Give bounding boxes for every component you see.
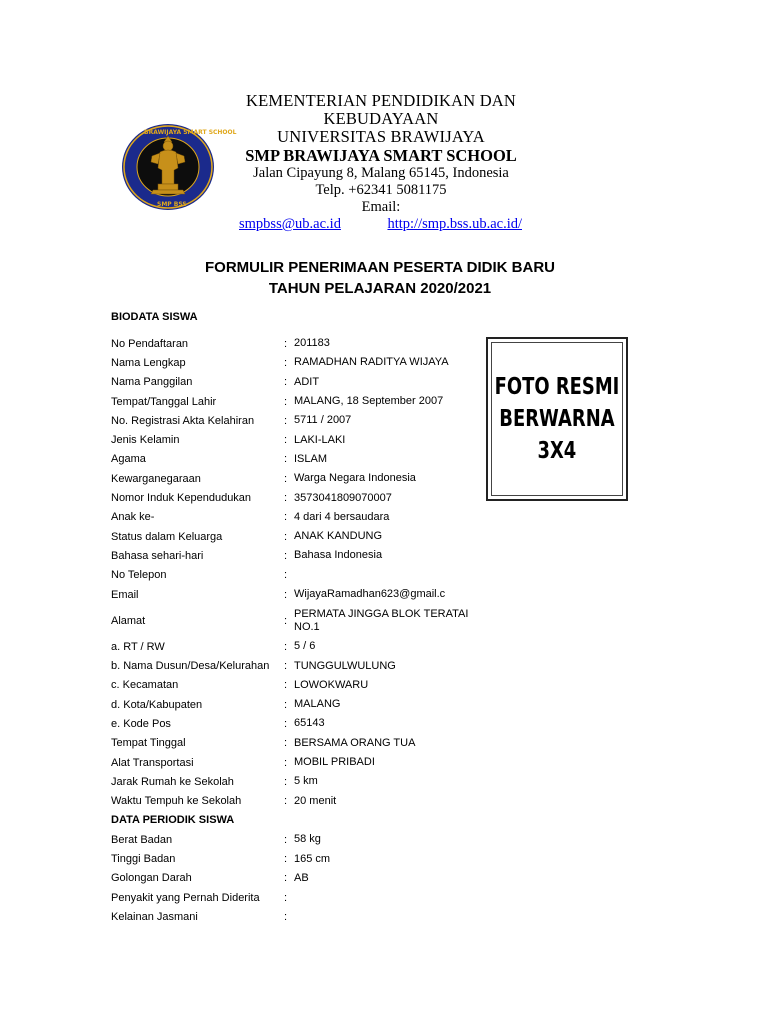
row-separator: : bbox=[284, 588, 288, 601]
row-value: ANAK KANDUNG bbox=[294, 530, 383, 543]
row-label: d. Kota/Kabupaten bbox=[111, 698, 203, 711]
row-label: Email bbox=[111, 588, 139, 601]
biodata-table bbox=[111, 334, 491, 927]
row-label: Kewarganegaraan bbox=[111, 472, 201, 485]
ministry-line-2: KEBUDAYAAN bbox=[323, 109, 439, 128]
table-row bbox=[111, 527, 491, 546]
row-separator: : bbox=[284, 775, 288, 788]
table-row bbox=[111, 604, 491, 637]
row-separator: : bbox=[284, 337, 288, 350]
photo-placeholder-inner bbox=[491, 342, 623, 496]
row-label: Jarak Rumah ke Sekolah bbox=[111, 775, 234, 788]
ministry-line-1: KEMENTERIAN PENDIDIKAN DAN bbox=[245, 91, 517, 110]
section-heading-biodata: BIODATA SISWA bbox=[111, 311, 198, 323]
row-value: RAMADHAN RADITYA WIJAYA bbox=[294, 356, 449, 369]
row-separator: : bbox=[284, 833, 288, 846]
row-value: ADIT bbox=[294, 375, 320, 388]
row-label: No Pendaftaran bbox=[111, 337, 189, 350]
row-value: 65143 bbox=[294, 717, 325, 730]
row-separator: : bbox=[284, 698, 288, 711]
photo-placeholder bbox=[486, 337, 628, 501]
table-row bbox=[111, 430, 491, 449]
row-value: TUNGGULWULUNG bbox=[294, 659, 396, 672]
email-link[interactable]: smpbss@ub.ac.id bbox=[239, 216, 341, 232]
table-row bbox=[111, 546, 491, 565]
row-separator: : bbox=[284, 356, 288, 369]
row-value: MALANG bbox=[294, 698, 341, 711]
section-heading-periodik bbox=[111, 811, 491, 830]
row-value: AB bbox=[294, 871, 309, 884]
school-emblem-icon bbox=[120, 122, 237, 212]
row-label: b. Nama Dusun/Desa/Kelurahan bbox=[111, 660, 270, 673]
table-row bbox=[111, 411, 491, 430]
table-row bbox=[111, 334, 491, 353]
website-link[interactable]: http://smp.bss.ub.ac.id/ bbox=[387, 216, 522, 232]
row-label: Alamat bbox=[111, 614, 146, 627]
form-title bbox=[110, 257, 650, 299]
row-value: 5 / 6 bbox=[294, 640, 316, 653]
school-phone: Telp. +62341 5081175 bbox=[315, 182, 447, 198]
table-row bbox=[111, 695, 491, 714]
row-value: PERMATA JINGGA BLOK TERATAI NO.1 bbox=[294, 607, 469, 633]
table-row bbox=[111, 508, 491, 527]
table-row bbox=[111, 869, 491, 888]
row-label: Tinggi Badan bbox=[111, 853, 176, 866]
row-label: Agama bbox=[111, 453, 146, 466]
row-label: Waktu Tempuh ke Sekolah bbox=[111, 795, 242, 808]
row-value: 58 kg bbox=[294, 833, 321, 846]
row-value: ISLAM bbox=[294, 452, 328, 465]
table-row bbox=[111, 907, 491, 926]
row-label: Nama Lengkap bbox=[111, 356, 186, 369]
row-label: Nama Panggilan bbox=[111, 376, 193, 389]
table-row bbox=[111, 772, 491, 791]
row-value: WijayaRamadhan623@gmail.c bbox=[294, 588, 446, 600]
row-value: 201183 bbox=[294, 337, 330, 350]
row-label: e. Kode Pos bbox=[111, 717, 171, 730]
row-separator: : bbox=[284, 530, 288, 543]
row-label: Bahasa sehari-hari bbox=[111, 549, 204, 562]
university-name: UNIVERSITAS BRAWIJAYA bbox=[277, 127, 485, 146]
row-value: LOWOKWARU bbox=[294, 678, 369, 691]
table-row bbox=[111, 637, 491, 656]
row-value: BERSAMA ORANG TUA bbox=[294, 736, 416, 749]
svg-text:SMP BSS: SMP BSS bbox=[157, 201, 187, 208]
table-row bbox=[111, 734, 491, 753]
row-value: 5711 / 2007 bbox=[294, 414, 352, 427]
row-separator: : bbox=[284, 395, 288, 408]
row-label: Berat Badan bbox=[111, 833, 173, 846]
email-label: Email: bbox=[361, 199, 401, 215]
school-name: SMP BRAWIJAYA SMART SCHOOL bbox=[245, 146, 517, 165]
row-value: 4 dari 4 bersaudara bbox=[294, 510, 390, 523]
row-value: 5 km bbox=[294, 775, 318, 788]
letterhead bbox=[226, 92, 536, 233]
row-separator: : bbox=[284, 756, 288, 769]
row-label: Tempat/Tanggal Lahir bbox=[111, 395, 217, 408]
row-separator: : bbox=[284, 472, 288, 485]
row-value: Bahasa Indonesia bbox=[294, 549, 383, 562]
table-row bbox=[111, 830, 491, 849]
table-row bbox=[111, 849, 491, 868]
row-separator: : bbox=[284, 492, 288, 505]
row-separator: : bbox=[284, 891, 288, 904]
row-separator: : bbox=[284, 453, 288, 466]
table-row bbox=[111, 714, 491, 733]
row-value: 165 cm bbox=[294, 852, 331, 865]
row-label: Status dalam Keluarga bbox=[111, 530, 223, 543]
row-separator: : bbox=[284, 910, 288, 923]
table-row bbox=[111, 585, 491, 604]
row-separator: : bbox=[284, 376, 288, 389]
row-separator: : bbox=[284, 717, 288, 730]
svg-text:BRAWIJAYA SMART SCHOOL: BRAWIJAYA SMART SCHOOL bbox=[144, 129, 237, 136]
row-label: Nomor Induk Kependudukan bbox=[111, 492, 252, 505]
table-row bbox=[111, 469, 491, 488]
table-row bbox=[111, 676, 491, 695]
table-row bbox=[111, 656, 491, 675]
school-address: Jalan Cipayung 8, Malang 65145, Indonesia bbox=[253, 165, 509, 181]
table-row bbox=[111, 373, 491, 392]
form-title-line-1: FORMULIR PENERIMAAN PESERTA DIDIK BARU bbox=[204, 259, 555, 276]
row-label: DATA PERIODIK SISWA bbox=[111, 814, 235, 827]
table-row bbox=[111, 792, 491, 811]
row-label: a. RT / RW bbox=[111, 640, 165, 653]
row-label: Tempat Tinggal bbox=[111, 737, 186, 750]
row-separator: : bbox=[284, 640, 288, 653]
row-separator: : bbox=[284, 434, 288, 447]
row-separator: : bbox=[284, 569, 288, 582]
table-row bbox=[111, 753, 491, 772]
row-separator: : bbox=[284, 414, 288, 427]
row-separator: : bbox=[284, 737, 288, 750]
row-label: Anak ke- bbox=[111, 511, 155, 524]
row-separator: : bbox=[284, 549, 288, 562]
row-separator: : bbox=[284, 853, 288, 866]
row-separator: : bbox=[284, 660, 288, 673]
contact-links bbox=[226, 216, 536, 233]
form-title-line-2: TAHUN PELAJARAN 2020/2021 bbox=[268, 280, 492, 297]
row-value: 20 menit bbox=[294, 794, 337, 807]
table-row bbox=[111, 392, 491, 411]
row-value: LAKI-LAKI bbox=[294, 433, 346, 446]
row-label: No. Registrasi Akta Kelahiran bbox=[111, 414, 255, 427]
row-value: 3573041809070007 bbox=[294, 491, 392, 504]
row-label: Penyakit yang Pernah Diderita bbox=[111, 891, 260, 904]
row-value: MOBIL PRIBADI bbox=[294, 756, 375, 769]
table-row bbox=[111, 488, 491, 507]
row-value: Warga Negara Indonesia bbox=[294, 472, 416, 485]
table-row bbox=[111, 888, 491, 907]
row-label: Golongan Darah bbox=[111, 872, 192, 885]
row-label: c. Kecamatan bbox=[111, 679, 179, 692]
photo-text-line-2: BERWARNA bbox=[499, 406, 615, 432]
row-separator: : bbox=[284, 614, 288, 627]
photo-text-line-1: FOTO RESMI bbox=[494, 374, 620, 400]
table-row bbox=[111, 450, 491, 469]
row-separator: : bbox=[284, 872, 288, 885]
row-value: MALANG, 18 September 2007 bbox=[294, 395, 444, 408]
table-row bbox=[111, 566, 491, 585]
row-separator: : bbox=[284, 679, 288, 692]
row-separator: : bbox=[284, 511, 288, 524]
table-row bbox=[111, 353, 491, 372]
row-separator: : bbox=[284, 795, 288, 808]
photo-text-line-3: 3X4 bbox=[537, 438, 577, 464]
row-label: Alat Transportasi bbox=[111, 756, 194, 769]
row-label: Kelainan Jasmani bbox=[111, 910, 198, 923]
row-label: Jenis Kelamin bbox=[111, 434, 180, 447]
row-label: No Telepon bbox=[111, 569, 167, 582]
